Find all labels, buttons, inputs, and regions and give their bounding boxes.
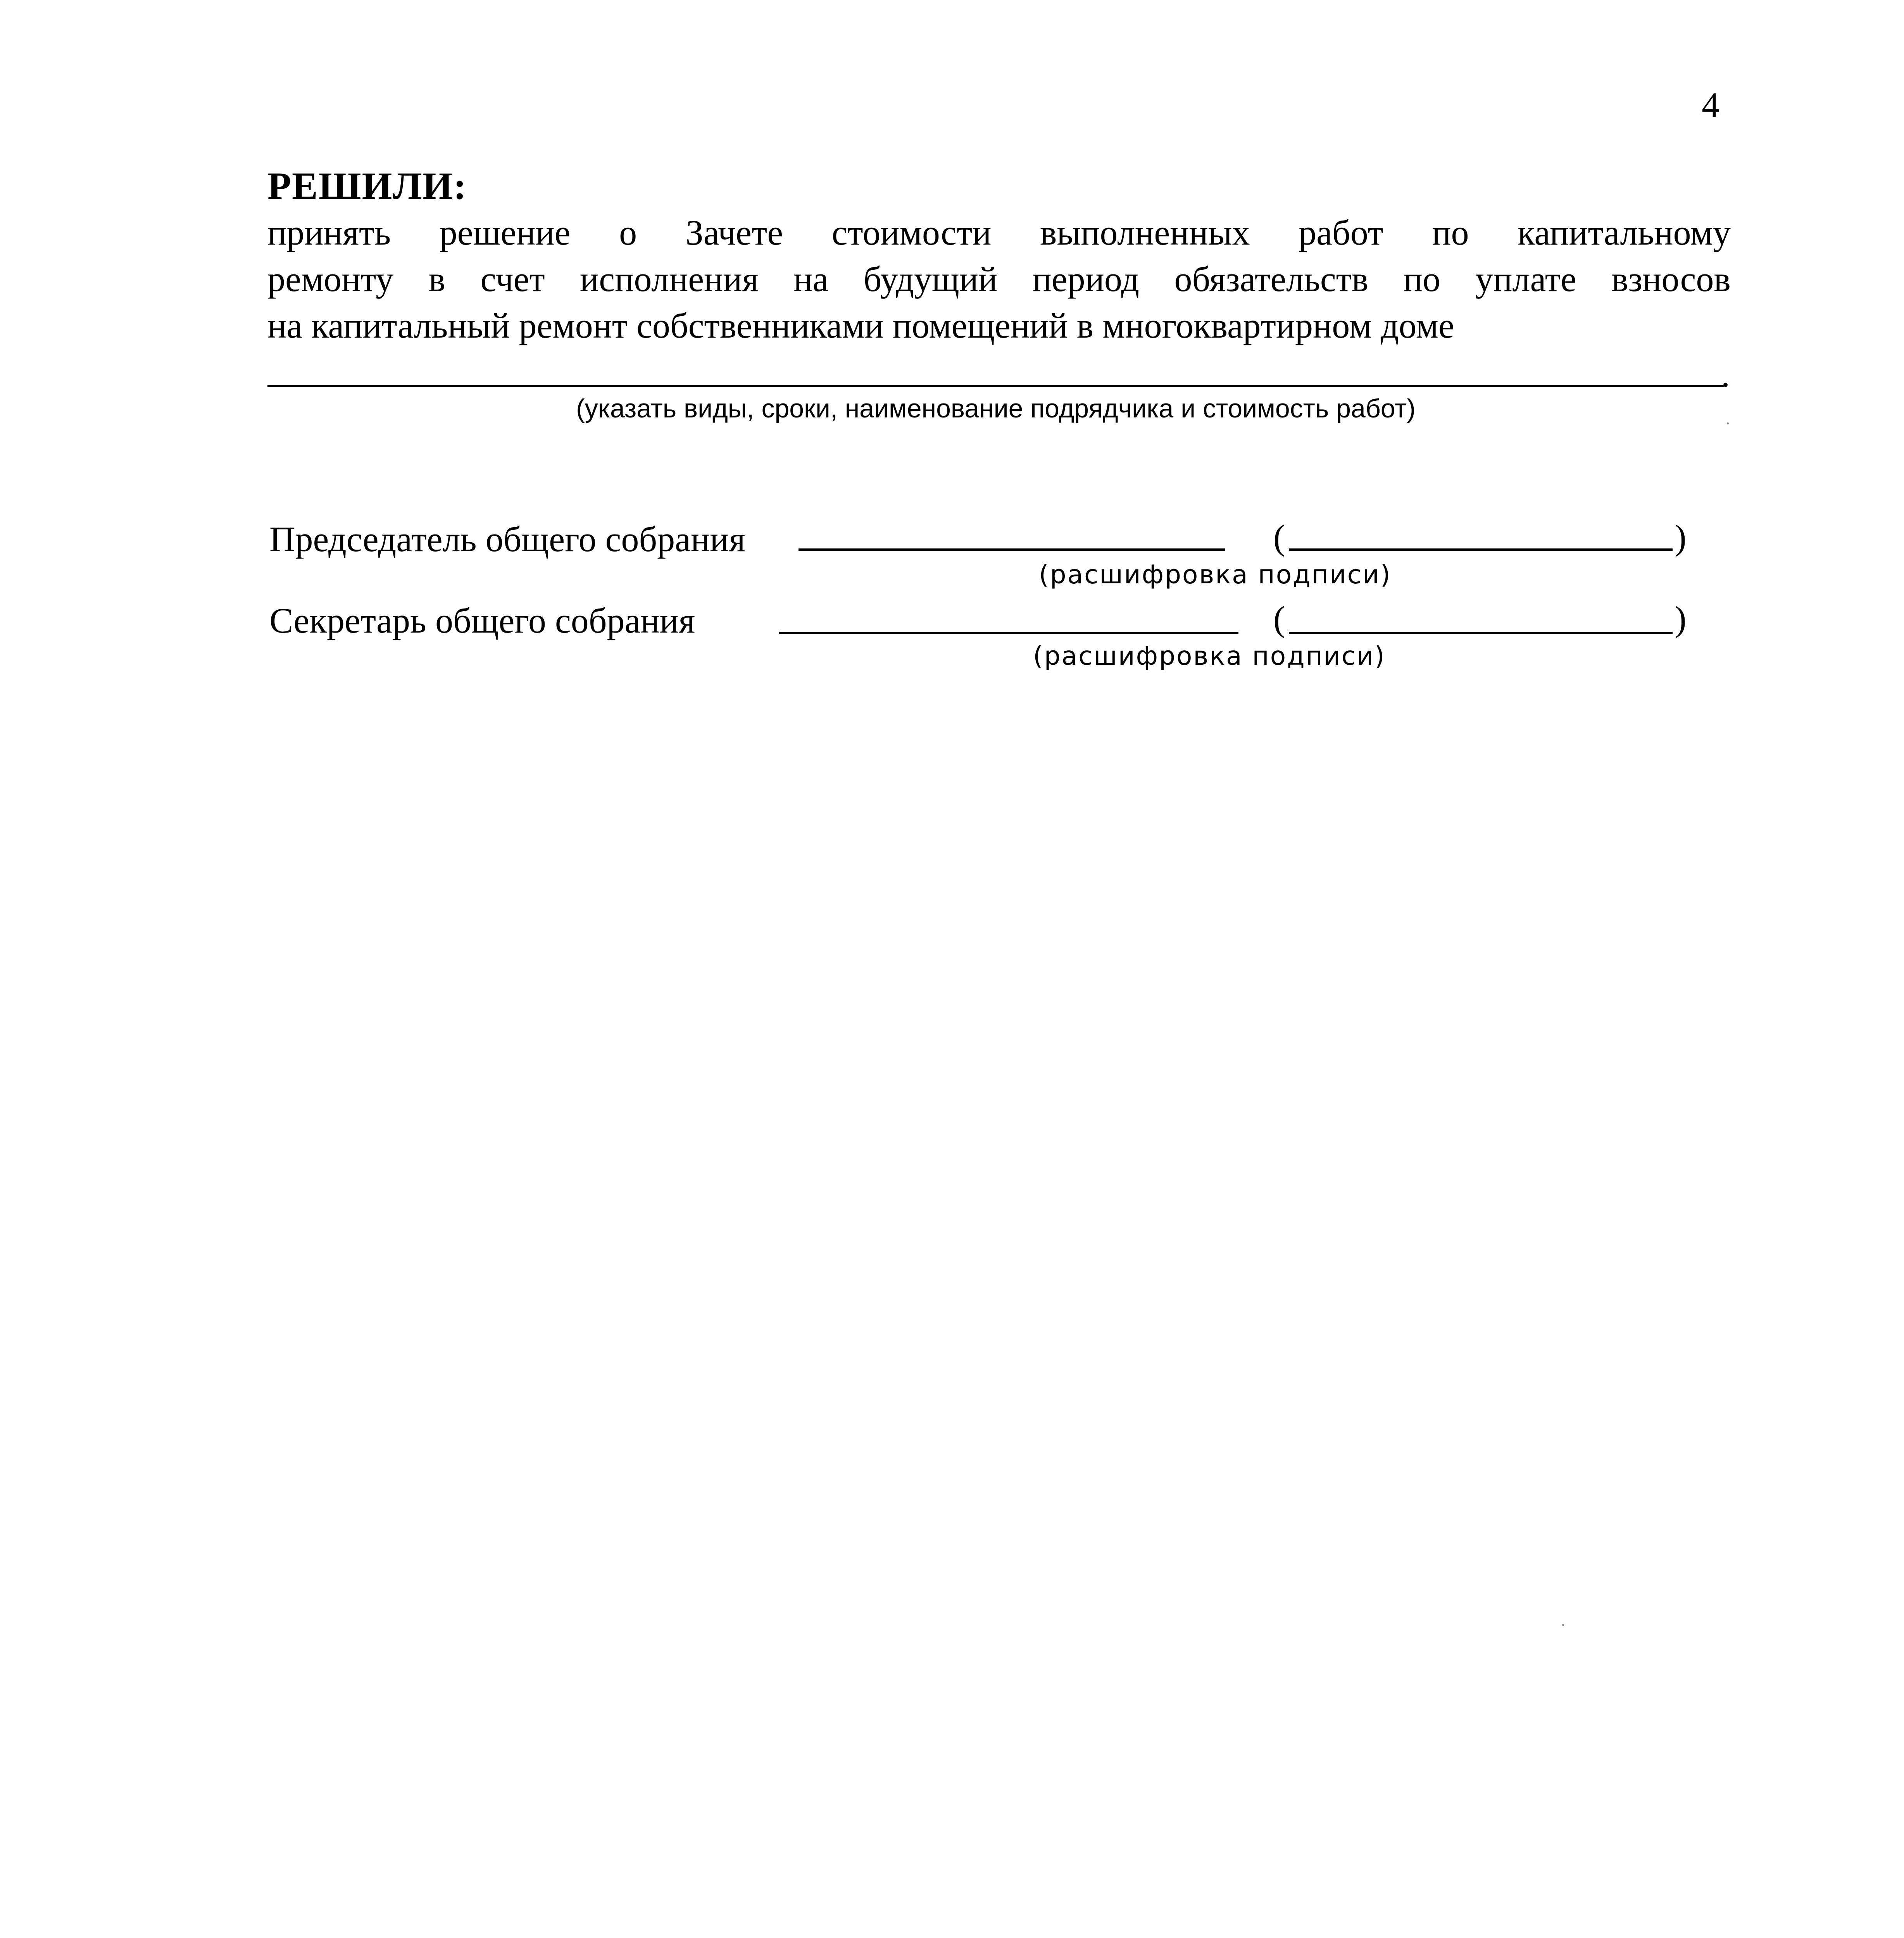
page-number: 4	[1702, 85, 1719, 125]
word: исполнения	[580, 259, 759, 299]
chairman-name-line	[1289, 548, 1673, 551]
fill-line-period: .	[1721, 355, 1730, 394]
word: период	[1032, 259, 1140, 299]
scan-speck	[1727, 422, 1729, 424]
word: о	[619, 213, 637, 252]
word: стоимости	[831, 213, 992, 252]
word: решение	[439, 213, 571, 252]
secretary-signature-line	[779, 632, 1238, 634]
decision-line-1	[267, 209, 1731, 256]
word: по	[1432, 213, 1469, 252]
word: в	[428, 259, 446, 299]
decision-heading: РЕШИЛИ:	[267, 164, 467, 207]
secretary-name-line	[1289, 632, 1673, 634]
secretary-paren-close: )	[1675, 599, 1687, 638]
work-details-fill-line	[267, 385, 1724, 387]
word: выполненных	[1040, 213, 1250, 252]
chairman-paren-open: (	[1273, 517, 1285, 557]
word: принять	[267, 213, 391, 252]
chairman-paren-close: )	[1675, 517, 1687, 557]
word: капитальному	[1518, 213, 1731, 252]
chairman-signature-line	[799, 548, 1225, 551]
secretary-label: Секретарь общего собрания	[269, 601, 695, 640]
chairman-name-caption: (расшифровка подписи)	[1039, 560, 1392, 590]
word: ремонту	[267, 259, 394, 299]
chairman-label: Председатель общего собрания	[269, 519, 745, 559]
word: счет	[480, 259, 545, 299]
decision-text	[267, 209, 1731, 349]
word: взносов	[1611, 259, 1731, 299]
word: на	[793, 259, 829, 299]
secretary-paren-open: (	[1273, 599, 1285, 638]
word: работ	[1299, 213, 1383, 252]
word: Зачете	[685, 213, 783, 252]
decision-line-2	[267, 256, 1731, 302]
word: обязательств	[1174, 259, 1369, 299]
decision-line-3: на капитальный ремонт собственниками помещений в многоквартирном доме	[267, 306, 1454, 345]
word: будущий	[863, 259, 998, 299]
work-details-caption: (указать виды, сроки, наименование подрядчика и стоимость работ)	[576, 394, 1416, 423]
scan-speck	[1562, 1624, 1564, 1626]
secretary-name-caption: (расшифровка подписи)	[1033, 641, 1386, 671]
word: по	[1403, 259, 1440, 299]
word: уплате	[1475, 259, 1576, 299]
